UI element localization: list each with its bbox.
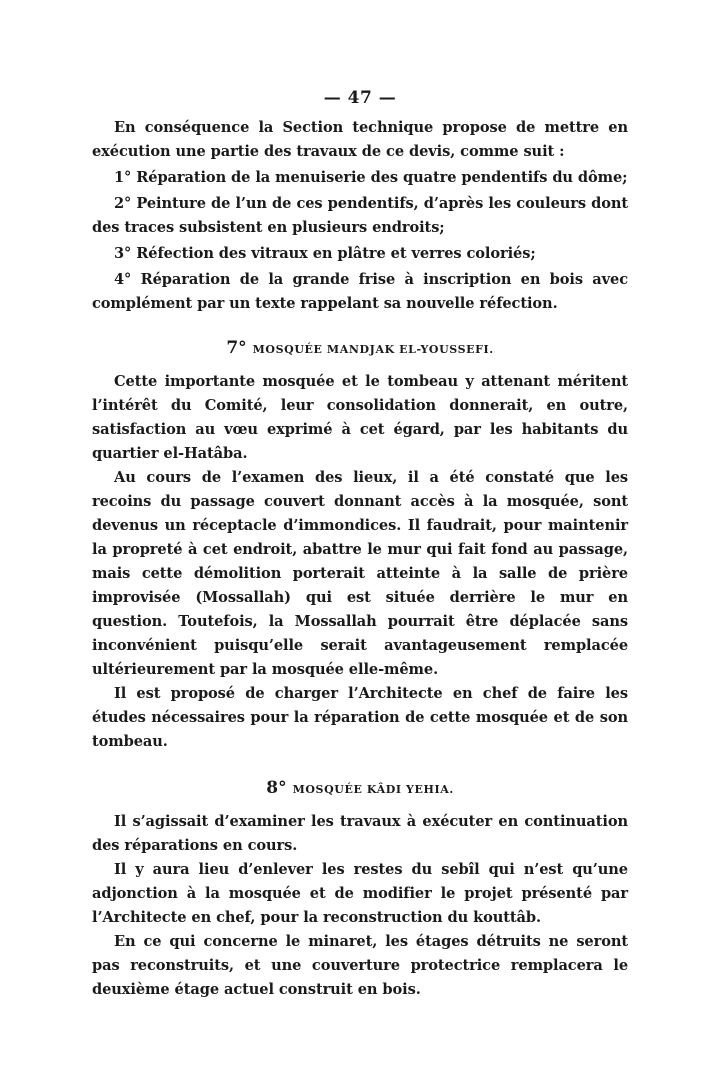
list-item-1: 1° Réparation de la menuiserie des quatre pendentifs du dôme; xyxy=(114,169,628,186)
intro-paragraph: En conséquence la Section technique propose de mettre en exécution une partie des travaux de ce devis, comme suit : xyxy=(92,119,628,160)
document-page xyxy=(92,88,628,1002)
section-8-paragraph-2: Il y aura lieu d’enlever les restes du sebîl qui n’est qu’une adjonction à la mosquée et de modifier le projet présenté par l’Architecte en chef, pour la reconstruction du kouttâb. xyxy=(92,861,628,926)
list-item-2: 2° Peinture de l’un de ces pendentifs, d’après les couleurs dont des traces subsistent en plusieurs endroits; xyxy=(92,195,628,236)
list-item-4: 4° Réparation de la grande frise à inscription en bois avec complément par un texte rappelant sa nouvelle réfection. xyxy=(92,271,628,312)
list-item-3: 3° Réfection des vitraux en plâtre et verres coloriés; xyxy=(114,245,536,262)
section-7-heading xyxy=(92,338,628,358)
section-7-title: MOSQUÉE MANDJAK EL-YOUSSEFI. xyxy=(252,343,494,356)
section-8-paragraph-1: Il s’agissait d’examiner les travaux à exécuter en continuation des réparations en cours. xyxy=(92,813,628,854)
section-8-number: 8° xyxy=(266,778,287,798)
section-7-paragraph-2: Au cours de l’examen des lieux, il a été constaté que les recoins du passage couvert donnant accès à la mosquée, sont devenus un réceptacle d’immondices. Il faudrait, pour maintenir la propreté à cet endroit, abattre le mur qui fait fond au passage, mais cette démolition porterait atteinte à la salle de prière improvisée (Mossallah) qui est située derrière le mur en question. Toutefois, la Mossallah pourrait être déplacée sans inconvénient puisqu’elle serait avantageusement remplacée ultérieurement par la mosquée elle-même. xyxy=(92,469,628,678)
section-8-heading xyxy=(92,778,628,798)
section-7-number: 7° xyxy=(226,338,247,358)
section-7-paragraph-1: Cette importante mosquée et le tombeau y attenant méritent l’intérêt du Comité, leur consolidation donnerait, en outre, satisfaction au vœu exprimé à cet égard, par les habitants du quartier el-Hatâba. xyxy=(92,373,628,462)
section-7-paragraph-3: Il est proposé de charger l’Architecte en chef de faire les études nécessaires pour la réparation de cette mosquée et de son tombeau. xyxy=(92,685,628,750)
section-8-paragraph-3: En ce qui concerne le minaret, les étages détruits ne seront pas reconstruits, et une couverture protectrice remplacera le deuxième étage actuel construit en bois. xyxy=(92,933,628,998)
page-number: — 47 — xyxy=(323,88,397,108)
section-8-title: MOSQUÉE KÂDI YEHIA. xyxy=(292,783,454,796)
